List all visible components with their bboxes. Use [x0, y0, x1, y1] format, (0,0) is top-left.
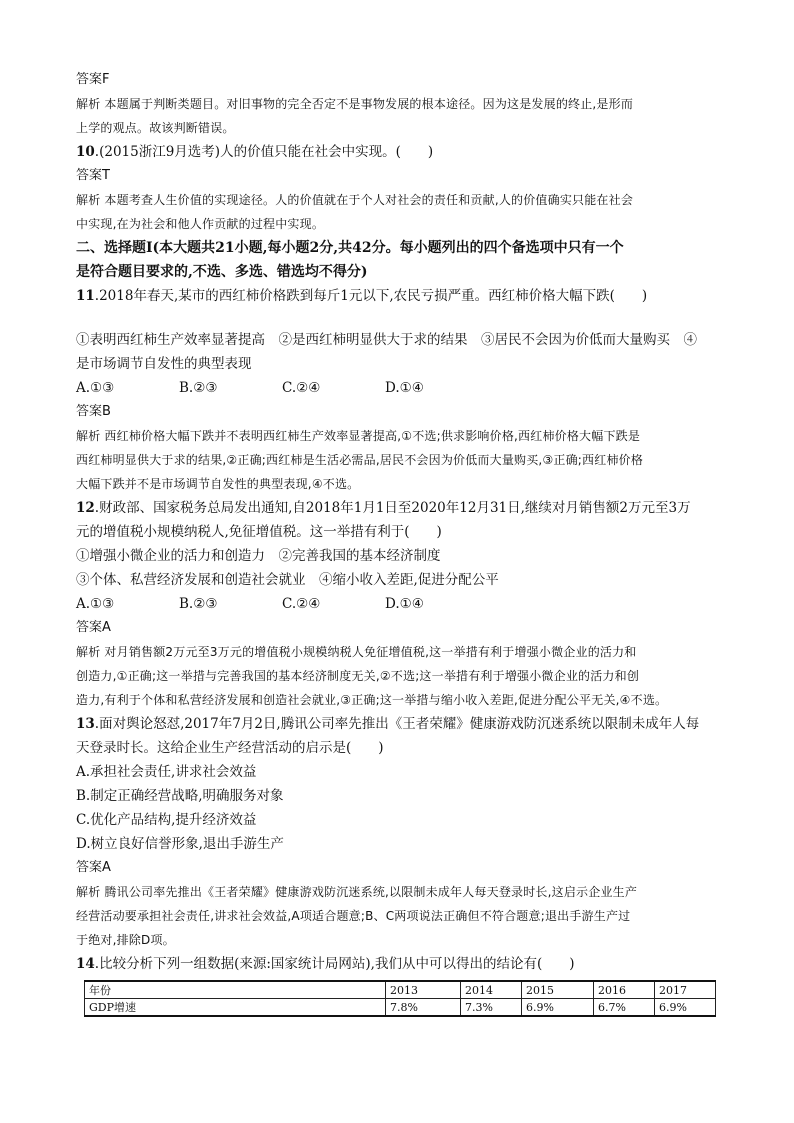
answer-options — [76, 376, 726, 400]
line-text: 中实现,在为社会和他人作贡献的过程中实现。 — [76, 217, 325, 231]
section-heading — [76, 236, 726, 260]
line-text: 于绝对,排除D项。 — [76, 933, 175, 947]
line-text: .2018年春天,某市的西红柿价格跌到每斤1元以下,农民亏损严重。西红柿价格大幅下跌( ) — [94, 288, 648, 304]
question-line — [76, 544, 726, 568]
explanation-line — [76, 448, 726, 472]
option-item: B.②③ — [179, 380, 218, 396]
explanation-line — [76, 640, 726, 664]
option-item: A.①③ — [76, 380, 115, 396]
line-text: 西红柿明显供大于求的结果,②正确;西红柿是生活必需品,居民不会因为价低而大量购买,③正确;西红柿价格 — [76, 453, 644, 467]
line-text: 答案B — [76, 404, 111, 419]
line-text: 答案T — [76, 168, 110, 183]
answer-line — [76, 856, 726, 880]
explanation-line — [76, 928, 726, 952]
question-line — [76, 496, 726, 520]
option-item: C.②④ — [282, 380, 321, 396]
explanation-line — [76, 904, 726, 928]
line-text: .财政部、国家税务总局发出通知,自2018年1月1日至2020年12月31日,继续对月销售额2万元至3万 — [94, 500, 691, 516]
line-text: B.制定正确经营战略,明确服务对象 — [76, 788, 284, 804]
question-line — [76, 568, 726, 592]
line-text: 答案F — [76, 72, 110, 87]
explanation-line — [76, 212, 726, 236]
explanation-line — [76, 880, 726, 904]
table-cell: 年份 — [85, 981, 386, 999]
question-number: 10 — [76, 144, 95, 160]
explanation-line — [76, 424, 726, 448]
line-text: 是符合题目要求的,不选、多选、错选均不得分) — [76, 264, 368, 280]
line-text: .(2015浙江9月选考)人的价值只能在社会中实现。( ) — [94, 144, 434, 160]
option-item: A.①③ — [76, 596, 115, 612]
question-line — [76, 284, 726, 308]
question-line — [76, 520, 726, 544]
answer-line — [76, 164, 726, 188]
question-line — [76, 712, 726, 736]
explanation-line — [76, 664, 726, 688]
line-text: 答案A — [76, 860, 111, 875]
explanation-line — [76, 116, 726, 140]
document-page — [76, 68, 726, 1017]
line-text: .比较分析下列一组数据(来源:国家统计局网站),我们从中可以得出的结论有( ) — [94, 956, 575, 972]
answer-line — [76, 616, 726, 640]
line-text: 答案A — [76, 620, 111, 635]
table-cell: 2015 — [522, 981, 594, 999]
line-text: 是市场调节自发性的典型表现 — [76, 356, 252, 372]
question-line — [76, 952, 726, 976]
line-text: 解析 腾讯公司率先推出《王者荣耀》健康游戏防沉迷系统,以限制未成年人每天登录时长,这启示企业生产 — [76, 885, 638, 899]
line-text: 解析 本题考查人生价值的实现途径。人的价值就在于个人对社会的责任和贡献,人的价值确实只能在社会 — [76, 193, 634, 207]
option-item: D.①④ — [385, 596, 424, 612]
line-text: 创造力,①正确;这一举措与完善我国的基本经济制度无关,②不选;这一举措有利于增强小微企业的活力和创 — [76, 669, 640, 683]
table-cell: GDP增速 — [85, 999, 386, 1017]
table-cell: 2013 — [386, 981, 461, 999]
line-text: 经营活动要承担社会责任,讲求社会效益,A项适合题意;B、C两项说法正确但不符合题意;退出手游生产过 — [76, 909, 631, 923]
line-text: A.承担社会责任,讲求社会效益 — [76, 764, 257, 780]
table-cell: 7.3% — [461, 999, 522, 1017]
line-text: ③个体、私营经济发展和创造社会就业 ④缩小收入差距,促进分配公平 — [76, 572, 499, 588]
table-header-row — [85, 981, 716, 999]
table-cell: 2017 — [655, 981, 716, 999]
question-number: 14 — [76, 956, 95, 972]
spacer — [76, 308, 726, 328]
table-cell: 2016 — [594, 981, 655, 999]
question-number: 11 — [76, 288, 95, 304]
line-text: ①增强小微企业的活力和创造力 ②完善我国的基本经济制度 — [76, 548, 441, 564]
table-cell: 6.9% — [655, 999, 716, 1017]
question-number: 12 — [76, 500, 95, 516]
line-text: 二、选择题Ⅰ(本大题共21小题,每小题2分,共42分。每小题列出的四个备选项中只有一个 — [76, 240, 624, 256]
table-cell: 7.8% — [386, 999, 461, 1017]
option-item: C.②④ — [282, 596, 321, 612]
question-line — [76, 808, 726, 832]
explanation-line — [76, 92, 726, 116]
line-text: 解析 对月销售额2万元至3万元的增值税小规模纳税人免征增值税,这一举措有利于增强小微企业的活力和 — [76, 645, 637, 659]
gdp-table — [84, 980, 716, 1017]
line-text: 元的增值税小规模纳税人,免征增值税。这一举措有利于( ) — [76, 524, 442, 540]
line-text: 解析 本题属于判断类题目。对旧事物的完全否定不是事物发展的根本途径。因为这是发展的终止,是形而 — [76, 97, 634, 111]
table-cell: 6.9% — [522, 999, 594, 1017]
option-item: D.①④ — [385, 380, 424, 396]
line-text: 上学的观点。故该判断错误。 — [76, 121, 235, 135]
question-line — [76, 832, 726, 856]
line-text: 大幅下跌并不是市场调节自发性的典型表现,④不选。 — [76, 477, 360, 491]
explanation-line — [76, 188, 726, 212]
explanation-line — [76, 688, 726, 712]
explanation-line — [76, 472, 726, 496]
answer-line — [76, 400, 726, 424]
section-heading — [76, 260, 726, 284]
question-line — [76, 784, 726, 808]
line-text: C.优化产品结构,提升经济效益 — [76, 812, 257, 828]
table-cell: 6.7% — [594, 999, 655, 1017]
line-text: 天登录时长。这给企业生产经营活动的启示是( ) — [76, 740, 384, 756]
document-body — [76, 68, 726, 976]
table-cell: 2014 — [461, 981, 522, 999]
question-line — [76, 736, 726, 760]
line-text: 造力,有利于个体和私营经济发展和创造社会就业,③正确;这一举措与缩小收入差距,促进分配公平无关,④不选。 — [76, 693, 668, 707]
answer-options — [76, 592, 726, 616]
question-number: 13 — [76, 716, 95, 732]
question-line — [76, 352, 726, 376]
question-line — [76, 760, 726, 784]
line-text: .面对舆论怒怼,2017年7月2日,腾讯公司率先推出《王者荣耀》健康游戏防沉迷系统以限制未成年人每 — [94, 716, 700, 732]
question-line — [76, 140, 726, 164]
option-item: B.②③ — [179, 596, 218, 612]
table-row — [85, 999, 716, 1017]
question-line — [76, 328, 726, 352]
line-text: ①表明西红柿生产效率显著提高 ②是西红柿明显供大于求的结果 ③居民不会因为价低而大量购买 ④ — [76, 332, 697, 348]
answer-line — [76, 68, 726, 92]
line-text: D.树立良好信誉形象,退出手游生产 — [76, 836, 284, 852]
line-text: 解析 西红柿价格大幅下跌并不表明西红柿生产效率显著提高,①不选;供求影响价格,西红柿价格大幅下跌是 — [76, 429, 641, 443]
